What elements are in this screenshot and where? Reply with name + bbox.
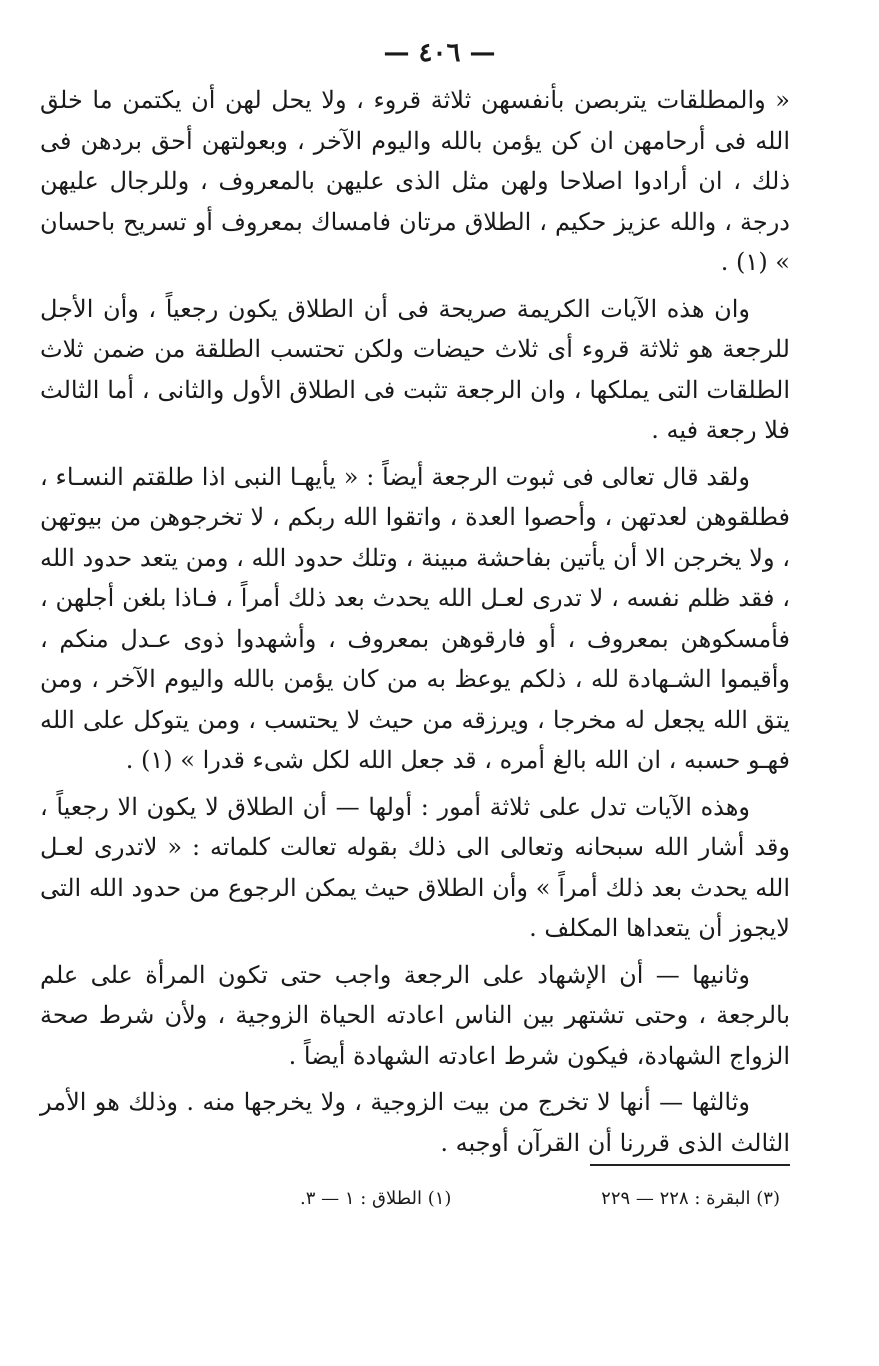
paragraph-third-matter: وثالثها — أنها لا تخرج من بيت الزوجية ، ولا يخرجها منه . وذلك هو الأمر الثالث الذى قررنا أن القرآن أوجبه . [40, 1088, 790, 1157]
paragraph-quran-talaq: ولقد قال تعالى فى ثبوت الرجعة أيضاً : « يأيهـا النبى اذا طلقتم النسـاء ، فطلقوهن لعدتهن ، وأحصوا العدة ، واتقوا الله ربكم ، لا تخرجوهن من بيوتهن ، ولا يخرجن الا أن يأتين بفاحشة مبينة ، وتلك حدود الله ، ومن يتعد حدود الله ، فقد ظلم نفسه ، لا تدرى لعـل الله يحدث بعد ذلك أمراً ، فـاذا بلغن أجلهن ، فأمسكوهن بمعروف ، أو فارقوهن بمعروف ، وأشهدوا ذوى عـدل منكم ، وأقيموا الشـهادة لله ، ذلكم يوعظ به من كان يؤمن بالله واليوم الآخر ، ومن يتق الله يجعل له مخرجا ، ويرزقه من حيث لا يحتسب ، ومن يتوكل على الله فهـو حسبه ، ان الله بالغ أمره ، قد جعل الله لكل شىء قدرا » (١) . [40, 462, 790, 774]
body-text [40, 80, 790, 1163]
paragraph-raja-explanation: وان هذه الآيات الكريمة صريحة فى أن الطلاق يكون رجعياً ، وأن الأجل للرجعة هو ثلاثة قروء أى ثلاث حيضات ولكن تحتسب الطلقة من ضمن ثلاث الطلقات التى يملكها ، وان الرجعة تثبت فى الطلاق الأول والثانى ، أما الثالث فلا رجعة فيه . [40, 294, 790, 444]
page-number: — ٤٠٦ — [383, 38, 496, 68]
paragraph-quran-baqarah: « والمطلقات يتربصن بأنفسهن ثلاثة قروء ، ولا يحل لهن أن يكتمن ما خلق الله فى أرحامهن ان كن يؤمن بالله واليوم الآخر ، وبعولتهن أحق بردهن فى ذلك ، ان أرادوا اصلاحا ولهن مثل الذى عليهن بالمعروف ، وللرجال عليهن درجة ، والله عزيز حكيم ، الطلاق مرتان فامساك بمعروف أو تسريح باحسان » (١) . [40, 86, 790, 276]
paragraph-first-matter: وهذه الآيات تدل على ثلاثة أمور : أولها — أن الطلاق لا يكون الا رجعياً ، وقد أشار الله سبحانه وتعالى الى ذلك بقوله تعالت كلماته : « لاتدرى لعـل الله يحدث بعد ذلك أمراً » وأن الطلاق حيث يمكن الرجوع من حدود الله التى لايجوز أن يتعداها المكلف . [40, 792, 790, 942]
footnote-talaq: (١) الطلاق : ١ — ٣. [300, 1188, 452, 1209]
paragraph-second-matter: وثانيها — أن الإشهاد على الرجعة واجب حتى تكون المرأة على علم بالرجعة ، وحتى تشتهر بين الناس اعادته الحياة الزوجية ، ولأن شرط صحة الزواج الشهادة، فيكون شرط اعادته الشهادة أيضاً . [40, 960, 790, 1070]
footnote-divider [590, 1164, 790, 1166]
footnote-baqarah: (٣) البقرة : ٢٢٨ — ٢٢٩ [601, 1188, 780, 1209]
footnotes [300, 1188, 780, 1209]
